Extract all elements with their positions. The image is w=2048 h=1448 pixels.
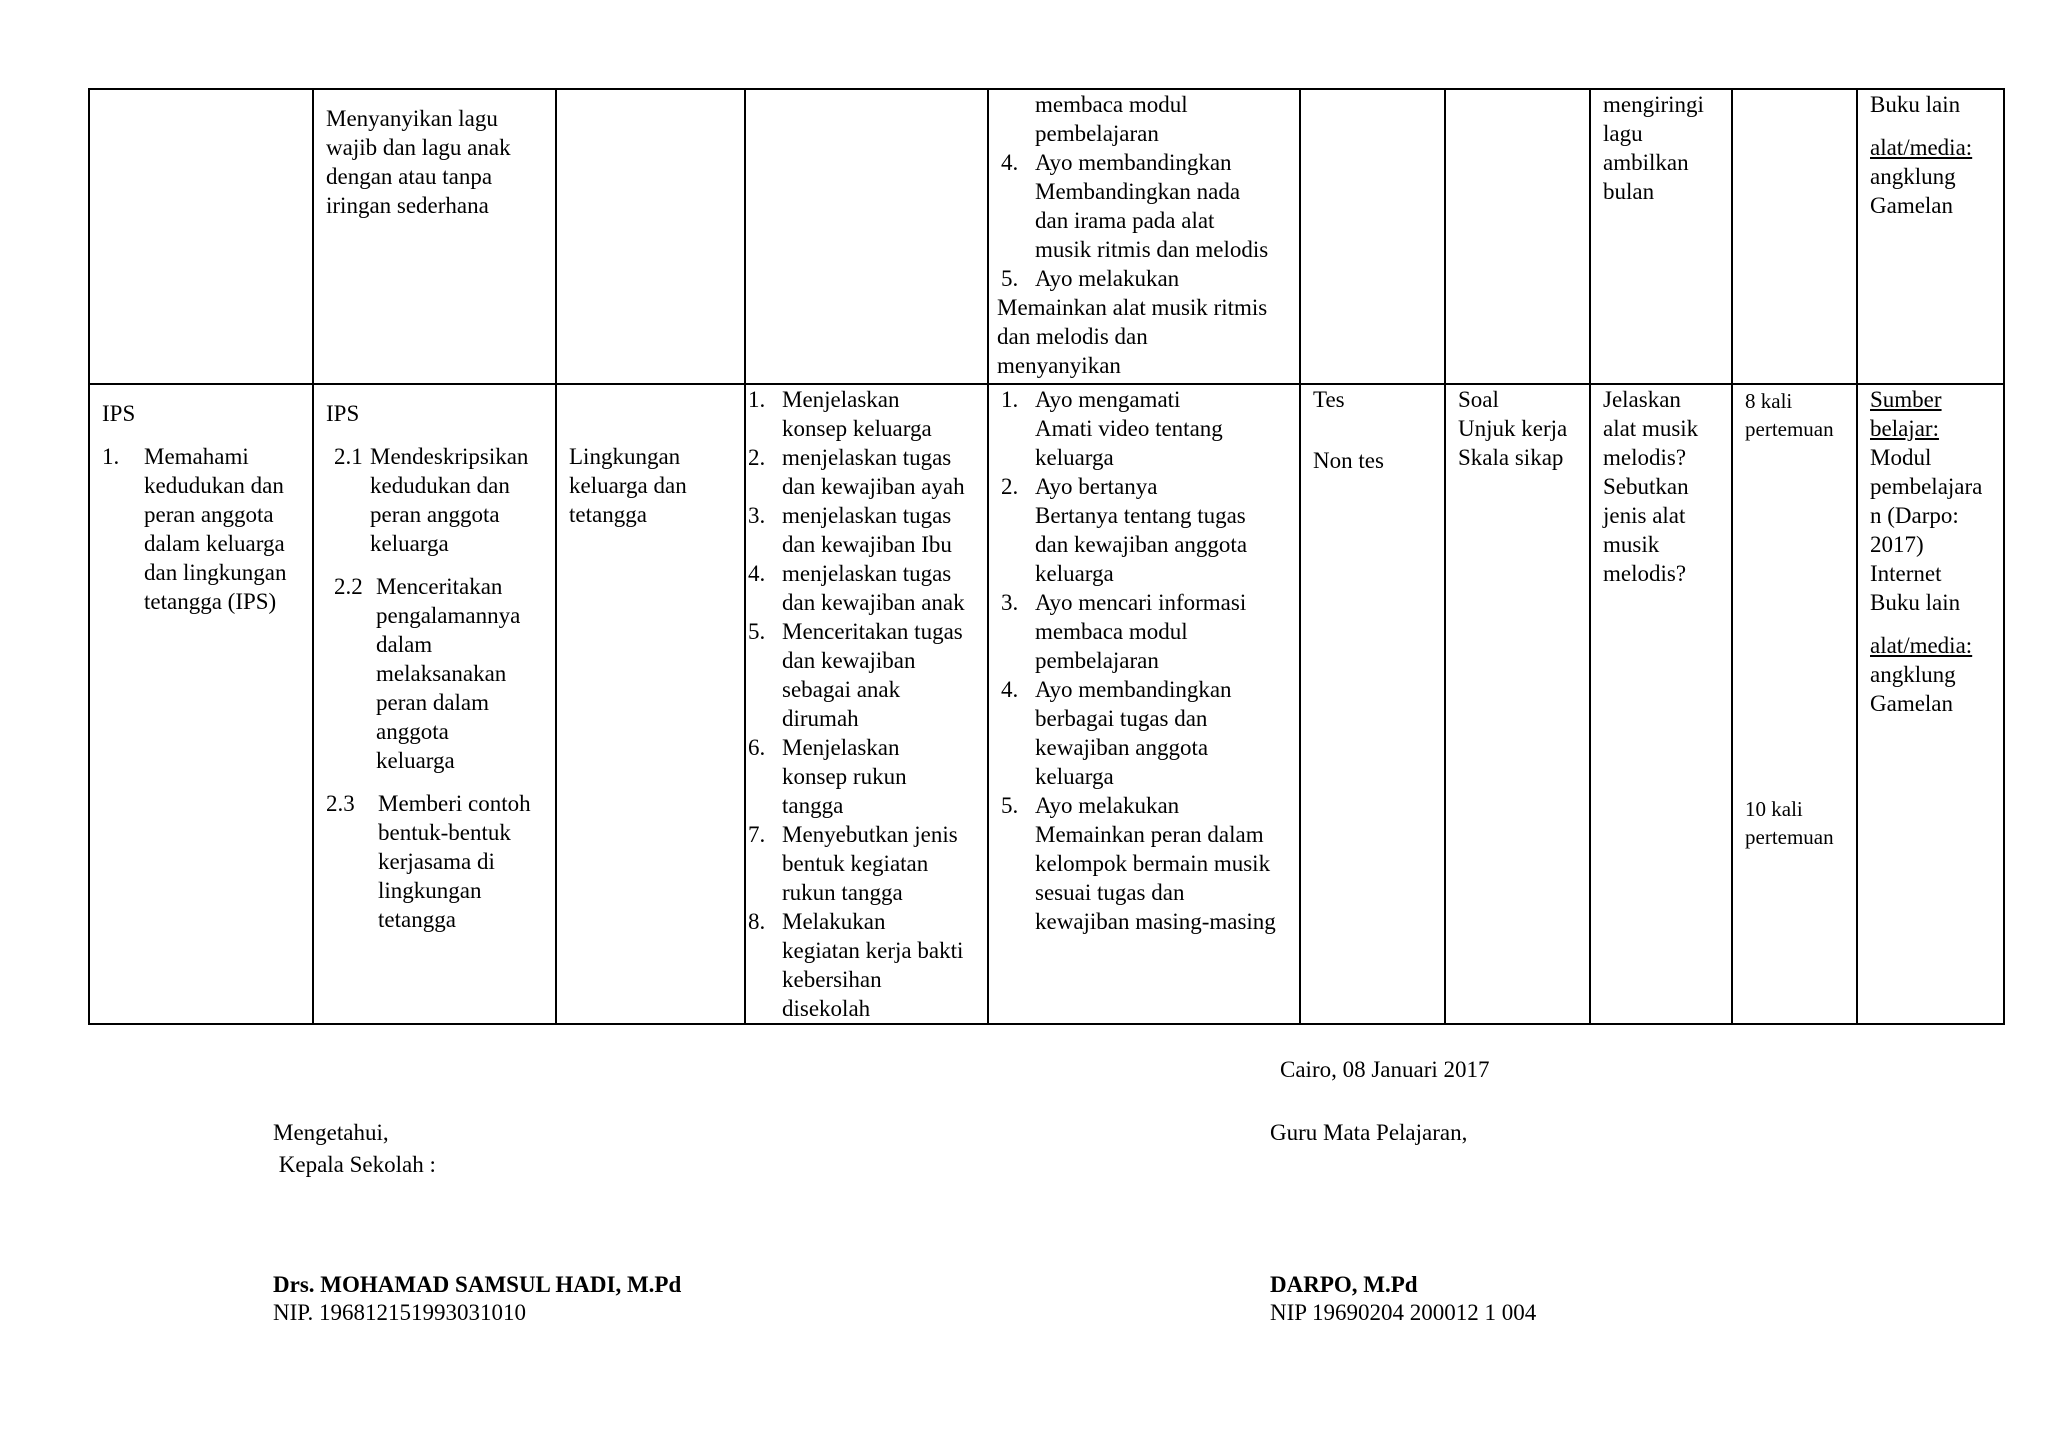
cell-competency — [313, 89, 556, 384]
cell-resources — [1857, 384, 2004, 1024]
assessment-technique-a: Tes — [1313, 387, 1345, 412]
source-label: Sumber belajar: — [1870, 387, 1942, 441]
cell-time — [1732, 89, 1857, 384]
list-number: 5. — [748, 619, 766, 644]
assessment-form-text: Soal Unjuk kerja Skala sikap — [1458, 387, 1568, 470]
cell-subject — [89, 89, 313, 384]
list-item — [997, 588, 1289, 675]
cell-assessment-form — [1445, 89, 1590, 384]
list-text: Menjelaskan konsep rukun tangga — [782, 735, 907, 818]
subject-text: Memahami kedudukan dan peran anggota dalam keluarga dan lingkungan tetangga (IPS) — [144, 444, 287, 614]
media-label: alat/media: — [1870, 633, 1973, 658]
cell-assessment-form — [1445, 384, 1590, 1024]
cell-indicator — [745, 89, 988, 384]
list-item — [748, 443, 977, 501]
list-number: 1. — [102, 444, 120, 469]
list-text: menjelaskan tugas dan kewajiban anak — [782, 561, 965, 615]
list-text: Ayo bertanya Bertanya tentang tugas dan kewajiban anggota keluarga — [1035, 474, 1248, 586]
list-text: Ayo mengamati Amati video tentang keluarga — [1035, 387, 1223, 470]
curriculum-table — [88, 88, 2005, 1025]
list-text: menjelaskan tugas dan kewajiban ayah — [782, 445, 965, 499]
teacher-name: DARPO, M.Pd — [1270, 1272, 1418, 1297]
list-item — [748, 617, 977, 733]
list-item — [997, 472, 1289, 588]
principal-label: Kepala Sekolah : — [273, 1152, 436, 1177]
table-row — [89, 384, 2004, 1024]
cell-activities — [988, 89, 1300, 384]
principal-name: Drs. MOHAMAD SAMSUL HADI, M.Pd — [273, 1272, 682, 1297]
list-item — [748, 501, 977, 559]
list-text: Menyebutkan jenis bentuk kegiatan rukun tangga — [782, 822, 958, 905]
list-item — [748, 820, 977, 907]
activity-list — [997, 148, 1289, 293]
list-number: 3. — [748, 503, 766, 528]
cell-material — [556, 89, 745, 384]
list-text: Ayo melakukan Memainkan peran dalam kelompok bermain musik sesuai tugas dan kewajiban masing-masing — [1035, 793, 1276, 934]
cell-assessment-technique — [1300, 384, 1445, 1024]
cell-competency: IPS 2.1 Mendeskripsikan kedudukan dan peran anggota keluarga 2.2 Menceritakan pengalamannya dalam melaksanakan peran dalam anggota keluarga 2.3 Memberi contoh bentuk-bentuk kerjasama di lingkungan tetangga — [313, 384, 556, 1024]
time-allocation-b: 10 kali pertemuan — [1745, 797, 1834, 849]
list-text: Menjelaskan konsep keluarga — [782, 387, 932, 441]
list-number: 1. — [1001, 387, 1019, 412]
teacher-nip: NIP 19690204 200012 1 004 — [1270, 1300, 1537, 1325]
list-text: Ayo membandingkan berbagai tugas dan kewajiban anggota keluarga — [1035, 677, 1232, 789]
list-text: menjelaskan tugas dan kewajiban Ibu — [782, 503, 952, 557]
competency-text: Memberi contoh bentuk-bentuk kerjasama di lingkungan tetangga — [378, 791, 531, 932]
principal-nip: NIP. 196812151993031010 — [273, 1300, 527, 1325]
list-number: 6. — [748, 735, 766, 760]
competency-text: Menyanyikan lagu wajib dan lagu anak dengan atau tanpa iringan sederhana — [326, 106, 511, 218]
list-item — [997, 385, 1289, 472]
list-item — [997, 675, 1289, 791]
cell-material — [556, 384, 745, 1024]
instrument-text: Jelaskan alat musik melodis? Sebutkan jenis alat musik melodis? — [1603, 387, 1699, 586]
subject-title: IPS — [102, 401, 136, 426]
list-item — [748, 733, 977, 820]
cell-activities — [988, 384, 1300, 1024]
list-item — [997, 791, 1289, 936]
list-number: 4. — [748, 561, 766, 586]
list-item — [748, 907, 977, 1023]
list-number: 3. — [1001, 590, 1019, 615]
resource-text: Buku lain — [1870, 92, 1961, 117]
list-text: Ayo mencari informasi membaca modul pembelajaran — [1035, 590, 1247, 673]
media-text: angklung Gamelan — [1870, 164, 1956, 218]
teacher-label: Guru Mata Pelajaran, — [1270, 1120, 1468, 1145]
list-text: Menceritakan tugas dan kewajiban sebagai anak dirumah — [782, 619, 963, 731]
cell-instrument — [1590, 384, 1732, 1024]
table-row — [89, 89, 2004, 384]
instrument-text: mengiringi lagu ambilkan bulan — [1603, 92, 1704, 204]
indicator-list — [748, 385, 977, 1023]
competency-title: IPS — [326, 401, 360, 426]
activity-tail: Memainkan alat musik ritmis dan melodis dan menyanyikan — [997, 295, 1268, 378]
cell-instrument — [1590, 89, 1732, 384]
list-number: 1. — [748, 387, 766, 412]
list-item — [748, 559, 977, 617]
list-number: 7. — [748, 822, 766, 847]
list-text: Melakukan kegiatan kerja bakti kebersihan disekolah — [782, 909, 964, 1021]
cell-time — [1732, 384, 1857, 1024]
competency-text: Mendeskripsikan kedudukan dan peran anggota keluarga — [370, 444, 529, 556]
approval-label: Mengetahui, — [273, 1120, 389, 1145]
list-item — [748, 385, 977, 443]
media-text: angklung Gamelan — [1870, 662, 1956, 716]
list-number: 2. — [748, 445, 766, 470]
list-number: 5. — [1001, 793, 1019, 818]
activity-text: membaca modul pembelajaran — [1035, 92, 1188, 146]
cell-resources — [1857, 89, 2004, 384]
place-date: Cairo, 08 Januari 2017 — [1280, 1057, 1490, 1082]
list-number: 2. — [1001, 474, 1019, 499]
media-label: alat/media: — [1870, 135, 1973, 160]
material-text: Lingkungan keluarga dan tetangga — [569, 444, 687, 527]
cell-assessment-technique — [1300, 89, 1445, 384]
assessment-technique-b: Non tes — [1313, 448, 1384, 473]
list-number: 8. — [748, 909, 766, 934]
cell-subject — [89, 384, 313, 1024]
cell-indicator — [745, 384, 988, 1024]
list-item: 5. Ayo melakukan — [1001, 266, 1180, 291]
activity-list — [997, 385, 1289, 936]
list-item: 4. Ayo membandingkan Membandingkan nada dan irama pada alat musik ritmis dan melodis — [1001, 150, 1269, 262]
time-allocation-a: 8 kali pertemuan — [1745, 389, 1834, 441]
source-text: Modul pembelajara n (Darpo: 2017) Internet Buku lain — [1870, 445, 1983, 615]
list-number: 4. — [1001, 677, 1019, 702]
competency-text: Menceritakan pengalamannya dalam melaksanakan peran dalam anggota keluarga — [376, 574, 521, 773]
